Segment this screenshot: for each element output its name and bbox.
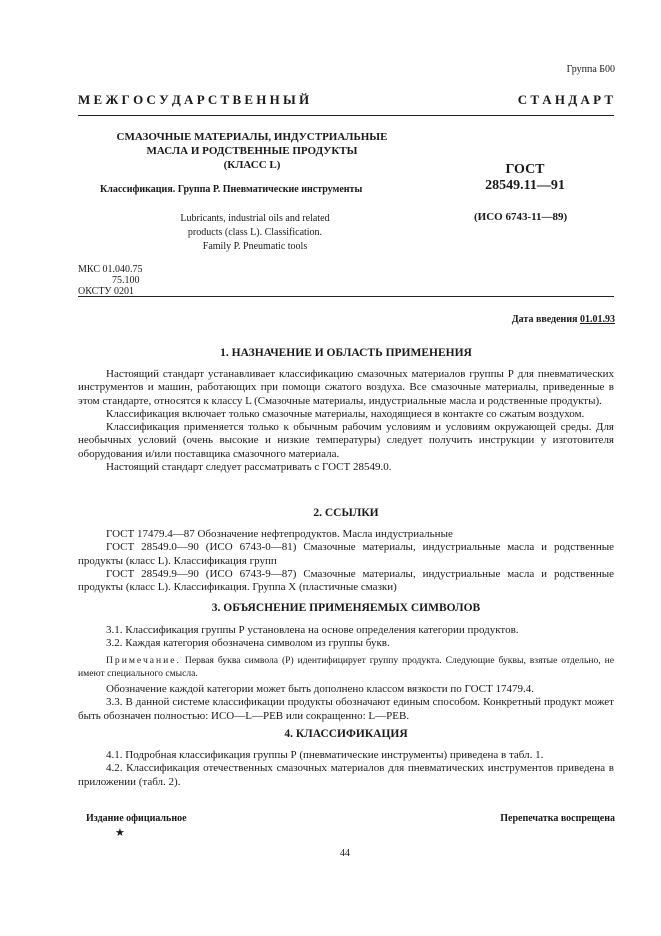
section-1-para-3: Классификация применяется только к обычным рабочим условиям и условиям окружающей среды. Для необычных условий (очень высокие и низкие температуры) следует получить инструкции у изготовителя оборудования и/или поставщика смазочного материала. (78, 421, 614, 460)
english-title-line-3: Family P. Pneumatic tools (202, 241, 308, 252)
section-4-para-2: 4.2. Классификация отечественных смазочных материалов для пневматических инструментов приведена в приложении (табл. 2). (78, 762, 614, 788)
banner-word-2: С Т А Н Д А Р Т (517, 92, 613, 107)
section-4-body (78, 749, 614, 789)
title-line-2: МАСЛА И РОДСТВЕННЫЕ ПРОДУКТЫ (146, 145, 358, 157)
reference-1: ГОСТ 17479.4—87 Обозначение нефтепродуктов. Масла индустриальные (106, 528, 453, 540)
mks-code-2: 75.100 (112, 275, 140, 286)
section-1-heading: 1. НАЗНАЧЕНИЕ И ОБЛАСТЬ ПРИМЕНЕНИЯ (220, 347, 472, 359)
top-rule (78, 115, 614, 116)
section-2-heading: 2. ССЫЛКИ (313, 507, 379, 519)
note-label: Примечание. (106, 654, 181, 666)
effective-date (512, 314, 615, 325)
section-1-para-4: Настоящий стандарт следует рассматривать с ГОСТ 28549.0. (106, 461, 392, 474)
section-3-para-4: 3.3. В данной системе классификации продукты обозначают единым способом. Конкретный продукт может быть обозначен полностью: ИСО—L—РЕВ или сокращенно: L—РЕВ. (78, 696, 614, 722)
document-title (92, 130, 412, 172)
title-line-3: (КЛАСС L) (223, 159, 281, 171)
section-3-body (78, 624, 614, 723)
official-edition-label: Издание официальное (86, 813, 187, 824)
page-number: 44 (340, 848, 350, 859)
section-4-para-1: 4.1. Подробная классификация группы Р (пневматические инструменты) приведена в табл. 1. (106, 749, 544, 761)
header-rule (78, 296, 614, 297)
section-1-para-1: Настоящий стандарт устанавливает классификацию смазочных материалов группы Р для пневматических инструментов и машин, работающих при помощи сжатого воздуха. Все смазочные материалы, приведенные в этом стандарте, относятся к классу L (Смазочные материалы, индустриальные масла и родственные продукты). (78, 368, 614, 407)
iso-reference: (ИСО 6743-11—89) (474, 211, 568, 223)
reprint-prohibited-label: Перепечатка воспрещена (500, 813, 615, 824)
section-1-body (78, 368, 614, 474)
section-3-para-3: Обозначение каждой категории может быть дополнено классом вязкости по ГОСТ 17479.4. (106, 683, 534, 696)
reference-2: ГОСТ 28549.0—90 (ИСО 6743-0—81) Смазочные материалы, индустриальные масла и родственные продукты (класс L). Классификация групп (78, 541, 614, 567)
note-text: Первая буква символа (Р) идентифицирует группу продукта. Следующие буквы, взятые отдельно, не имеют специального смысла. (78, 654, 614, 679)
star-icon: ★ (115, 827, 125, 839)
gost-number: 28549.11—91 (485, 178, 565, 193)
section-4-heading: 4. КЛАССИФИКАЦИЯ (284, 728, 408, 740)
section-3-heading: 3. ОБЪЯСНЕНИЕ ПРИМЕНЯЕМЫХ СИМВОЛОВ (211, 602, 481, 614)
effective-date-value: 01.01.93 (580, 314, 615, 325)
mks-code-1: МКС 01.040.75 (78, 264, 143, 275)
section-2-body (78, 528, 614, 594)
section-3-para-1: 3.1. Классификация группы Р установлена на основе определения категории продуктов. (106, 624, 519, 636)
section-3-para-2: 3.2. Каждая категория обозначена символом из группы букв. (106, 637, 390, 650)
english-title (150, 212, 360, 254)
classification-codes (78, 264, 142, 297)
english-title-line-2: products (class L). Classification. (187, 227, 323, 238)
banner-word-1: М Е Ж Г О С У Д А Р С Т В Е Н Н Ы Й (78, 92, 310, 107)
reference-3: ГОСТ 28549.9—90 (ИСО 6743-9—87) Смазочные материалы, индустриальные масла и родственные продукты (класс L). Классификация. Группа X (пластичные смазки) (78, 567, 614, 594)
standard-banner (78, 92, 613, 108)
group-code: Группа Б00 (566, 64, 615, 75)
gost-designation (470, 162, 580, 194)
document-subtitle: Классификация. Группа Р. Пневматические инструменты (100, 184, 363, 195)
okstu-code: ОКСТУ 0201 (78, 286, 135, 297)
section-3-note (78, 654, 614, 681)
title-line-1: СМАЗОЧНЫЕ МАТЕРИАЛЫ, ИНДУСТРИАЛЬНЫЕ (116, 131, 388, 143)
effective-date-label: Дата введения (511, 314, 578, 325)
english-title-line-1: Lubricants, industrial oils and related (180, 213, 330, 224)
section-1-para-2: Классификация включает только смазочные материалы, находящиеся в контакте со сжатым воздухом. (106, 407, 585, 420)
gost-label: ГОСТ (505, 162, 545, 177)
